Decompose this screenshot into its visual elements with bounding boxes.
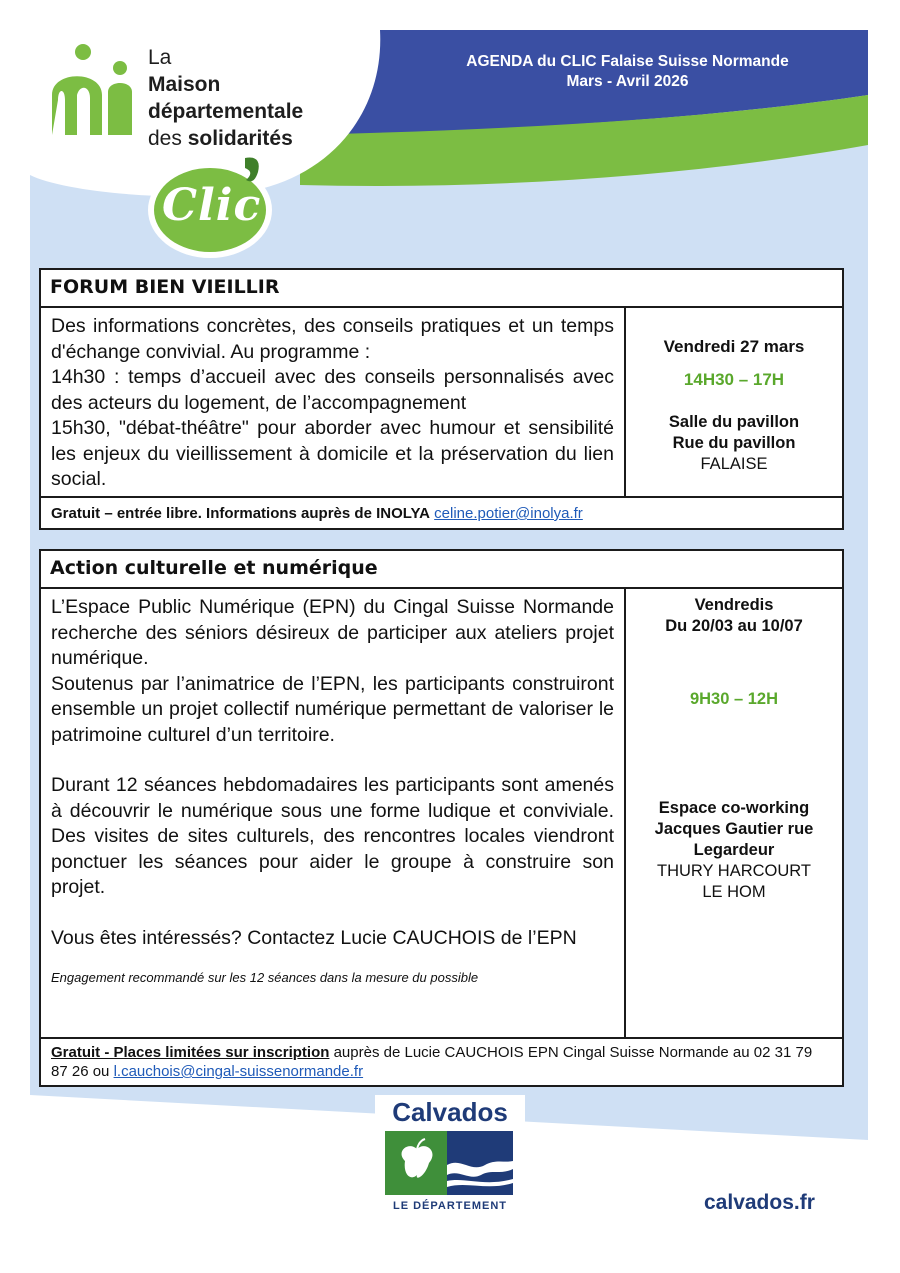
desc-program-2: 15h30, "débat-théâtre" pour aborder avec humour et sensibilité les enjeux du vieillissement à domicile et la préservation du lien social. — [51, 417, 614, 490]
agenda-period: Mars - Avril 2026 — [566, 73, 689, 90]
event-city: THURY HARCOURT — [656, 862, 812, 880]
maison-logo-text — [148, 44, 303, 152]
event-footer — [41, 1039, 842, 1085]
calvados-wordmark: Calvados — [392, 1097, 508, 1127]
event-description — [41, 589, 626, 1037]
event-date: Vendredis — [694, 596, 774, 614]
event-description — [41, 308, 626, 496]
event-date: Vendredi 27 mars — [663, 337, 805, 356]
event-title: Action culturelle et numérique — [41, 551, 842, 589]
event-time: 9H30 – 12H — [689, 690, 779, 708]
le-departement-text: LE DÉPARTEMENT — [392, 1200, 508, 1212]
event-footer — [41, 498, 842, 528]
footer-contact: auprès de Lucie CAUCHOIS EPN Cingal Suisse Normande au 02 31 79 87 26 ou — [51, 1044, 813, 1080]
logo-solidarites: solidarités — [187, 127, 293, 150]
footer-info: Gratuit - Places limitées sur inscription — [51, 1044, 330, 1061]
desc-program-1: 14h30 : temps d’accueil avec des conseils personnalisés avec des acteurs du logement, de l’accompagnement — [51, 366, 614, 414]
logo-departementale: départementale — [148, 100, 304, 123]
event-city: LE HOM — [702, 883, 766, 901]
footer-info: Gratuit – entrée libre. Informations auprès de INOLYA — [51, 505, 430, 522]
logo-la: La — [148, 46, 172, 69]
logo-des: des — [148, 127, 182, 150]
event-street: Legardeur — [693, 841, 775, 859]
email-link[interactable]: l.cauchois@cingal-suissenormande.fr — [113, 1063, 364, 1080]
desc-paragraph: L’Espace Public Numérique (EPN) du Cingal Suisse Normande recherche des séniors désireux de participer aux ateliers projet numérique. — [51, 596, 614, 669]
calvados-site-link[interactable]: calvados.fr — [704, 1191, 815, 1214]
event-date-range: Du 20/03 au 10/07 — [665, 617, 803, 635]
desc-paragraph: Durant 12 séances hebdomadaires les participants sont amenés à découvrir le numérique sous une forme ludique et conviviale. Des visites de sites culturels, des rencontres locales viendront ponctuer les séances pour aider le groupe à construire son projet. — [51, 774, 614, 898]
logo-maison: Maison — [148, 73, 221, 96]
event-forum-box — [39, 268, 844, 530]
event-time: 14H30 – 17H — [683, 370, 785, 389]
desc-intro: Des informations concrètes, des conseils pratiques et un temps d'échange convivial. Au programme : — [51, 315, 614, 363]
event-place: Salle du pavillon — [668, 413, 800, 431]
event-body — [41, 589, 842, 1039]
desc-contact: Vous êtes intéressés? Contactez Lucie CAUCHOIS de l’EPN — [51, 926, 577, 949]
event-place: Espace co-working — [658, 799, 810, 817]
event-schedule — [626, 589, 842, 1037]
event-city: FALAISE — [700, 455, 768, 473]
agenda-heading — [420, 52, 835, 92]
clic-logo: Clic — [162, 180, 262, 231]
event-culture-box — [39, 549, 844, 1087]
event-body — [41, 308, 842, 498]
desc-note: Engagement recommandé sur les 12 séances dans la mesure du possible — [51, 970, 479, 985]
event-schedule — [626, 308, 842, 496]
desc-paragraph: Soutenus par l’animatrice de l’EPN, les participants construiront ensemble un projet collectif numérique permettant de valoriser le patrimoine culturel d’un territoire. — [51, 672, 614, 746]
event-street: Rue du pavillon — [672, 434, 796, 452]
event-title: FORUM BIEN VIEILLIR — [41, 270, 842, 308]
email-link[interactable]: celine.potier@inolya.fr — [434, 505, 583, 522]
event-street: Jacques Gautier rue — [654, 820, 814, 838]
agenda-title: AGENDA du CLIC Falaise Suisse Normande — [466, 53, 789, 70]
